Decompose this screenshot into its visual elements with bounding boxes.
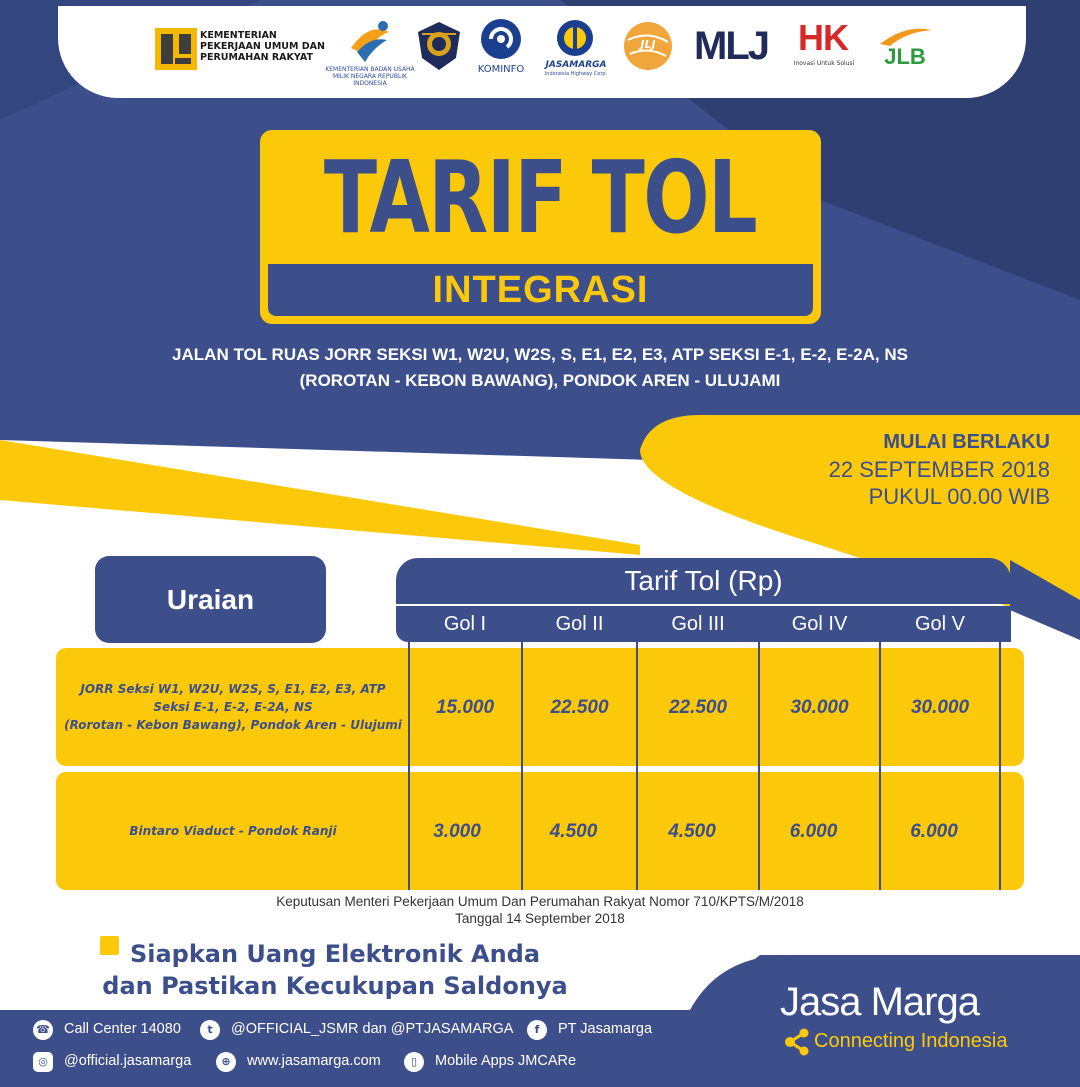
tariff-header: Tarif Tol (Rp)	[624, 565, 783, 596]
facebook-icon: f	[527, 1020, 547, 1040]
page-title: TARIF TOL	[323, 139, 757, 256]
row-2-description	[58, 772, 408, 890]
route-line-1: JALAN TOL RUAS JORR SEKSI W1, W2U, W2S, S, E1, E2, E3, ATP SEKSI E-1, E-2, E-2A, NS	[172, 345, 908, 364]
class-header-gol-3: Gol III	[671, 613, 725, 635]
table-divider	[408, 606, 410, 890]
row-2-gol-4-value: 6.000	[789, 821, 838, 842]
decree-note	[0, 893, 1080, 927]
hk-logo	[786, 18, 860, 58]
row-1-gol-4-value: 30.000	[790, 697, 849, 718]
row-1-desc-line-3: (Rorotan - Kebon Bawang), Pondok Aren - Ulujumi	[64, 718, 402, 732]
decree-line-2: Tanggal 14 September 2018	[455, 911, 625, 926]
table-divider	[879, 642, 881, 890]
table-divider	[999, 642, 1001, 890]
jlb-logo	[874, 44, 936, 70]
instagram-icon: ◎	[33, 1052, 53, 1072]
row-1-gol-2-value: 22.500	[550, 697, 609, 718]
row-1-gol-1-value: 15.000	[435, 697, 495, 718]
hk-logo-tagline: Inovasi Untuk Solusi	[793, 60, 855, 67]
twitter-handles[interactable]: @OFFICIAL_JSMR dan @PTJASAMARGA	[231, 1021, 514, 1037]
bumn-logo-text: KEMENTERIAN BADAN USAHA MILIK NEGARA REPUBLIK INDONESIA	[325, 66, 415, 87]
facebook-page[interactable]: PT Jasamarga	[558, 1021, 653, 1037]
table-divider	[758, 642, 760, 890]
row-2-gol-2-value: 4.500	[549, 821, 598, 842]
row-2-desc-line-1: Bintaro Viaduct - Pondok Ranji	[129, 824, 337, 838]
row-1-description	[58, 648, 408, 766]
jlb-logo-text: JLB	[884, 44, 926, 69]
description-header: Uraian	[166, 584, 255, 615]
globe-icon: ⊕	[216, 1052, 236, 1072]
jasamarga-logo-tagline: Indonesia Highway Corp.	[544, 71, 608, 77]
jlj-logo-text: JLJ	[640, 38, 656, 51]
mobile-app-icon: ▯	[404, 1052, 424, 1072]
effective-time: PUKUL 00.00 WIB	[868, 484, 1050, 509]
row-1-desc-line-2: Seksi E-1, E-2, E-2A, NS	[153, 700, 313, 714]
page-subtitle: INTEGRASI	[432, 269, 649, 311]
reminder-text	[100, 938, 570, 1002]
pu-logo-text: KEMENTERIAN PEKERJAAN UMUM DAN PERUMAHAN RAKYAT	[200, 30, 325, 63]
row-2-gol-5-value: 6.000	[910, 821, 958, 842]
twitter-icon: t	[200, 1020, 220, 1040]
connecting-dots-icon	[784, 1028, 810, 1056]
row-2-gol-1-value: 3.000	[433, 821, 481, 842]
jlb-swoosh-icon	[876, 24, 934, 46]
mlj-logo	[694, 20, 768, 72]
jasamarga-logo-text: JASAMARGA	[545, 60, 607, 70]
mobile-app[interactable]: Mobile Apps JMCARe	[435, 1053, 577, 1069]
kemenhub-logo-icon	[414, 20, 464, 72]
route-line-2: (ROROTAN - KEBON BAWANG), PONDOK AREN - ULUJAMI	[299, 371, 781, 390]
table-divider	[636, 642, 638, 890]
class-header-gol-2: Gol II	[555, 613, 604, 635]
instagram-handle[interactable]: @official.jasamarga	[64, 1053, 192, 1069]
website-link[interactable]: www.jasamarga.com	[247, 1053, 381, 1069]
decree-line-1: Keputusan Menteri Pekerjaan Umum Dan Perumahan Rakyat Nomor 710/KPTS/M/2018	[276, 894, 804, 909]
effective-date-block	[829, 428, 1050, 510]
brand-tagline: Connecting Indonesia	[814, 1030, 1008, 1052]
class-header-gol-5: Gol V	[914, 613, 966, 635]
reminder-line-1: Siapkan Uang Elektronik Anda	[129, 940, 541, 968]
kominfo-logo-text: KOMINFO	[477, 64, 525, 75]
pu-logo-icon	[155, 28, 197, 70]
class-header-gol-4: Gol IV	[791, 613, 848, 635]
jasamarga-logo-icon	[553, 18, 597, 58]
table-divider	[521, 642, 523, 890]
phone-icon: ☎	[33, 1020, 53, 1040]
reminder-line-2: dan Pastikan Kecukupan Saldonya	[102, 972, 568, 1000]
bumn-logo-icon	[345, 18, 393, 66]
row-1-gol-3-value: 22.500	[668, 697, 728, 718]
row-1-desc-line-1: JORR Seksi W1, W2U, W2S, S, E1, E2, E3, ATP	[80, 682, 386, 696]
row-1-gol-5-value: 30.000	[910, 697, 970, 718]
row-2-gol-3-value: 4.500	[668, 821, 716, 842]
hk-logo-text: HK	[798, 17, 848, 58]
route-description	[60, 342, 1020, 394]
effective-date: 22 SEPTEMBER 2018	[828, 457, 1050, 482]
kominfo-logo-icon	[477, 18, 525, 60]
mlj-logo-text: MLJ	[694, 23, 768, 68]
class-header-gol-1: Gol I	[443, 613, 487, 635]
call-center: Call Center 14080	[64, 1021, 181, 1037]
brand-name: Jasa Marga	[780, 980, 979, 1024]
effective-label: MULAI BERLAKU	[883, 431, 1050, 453]
